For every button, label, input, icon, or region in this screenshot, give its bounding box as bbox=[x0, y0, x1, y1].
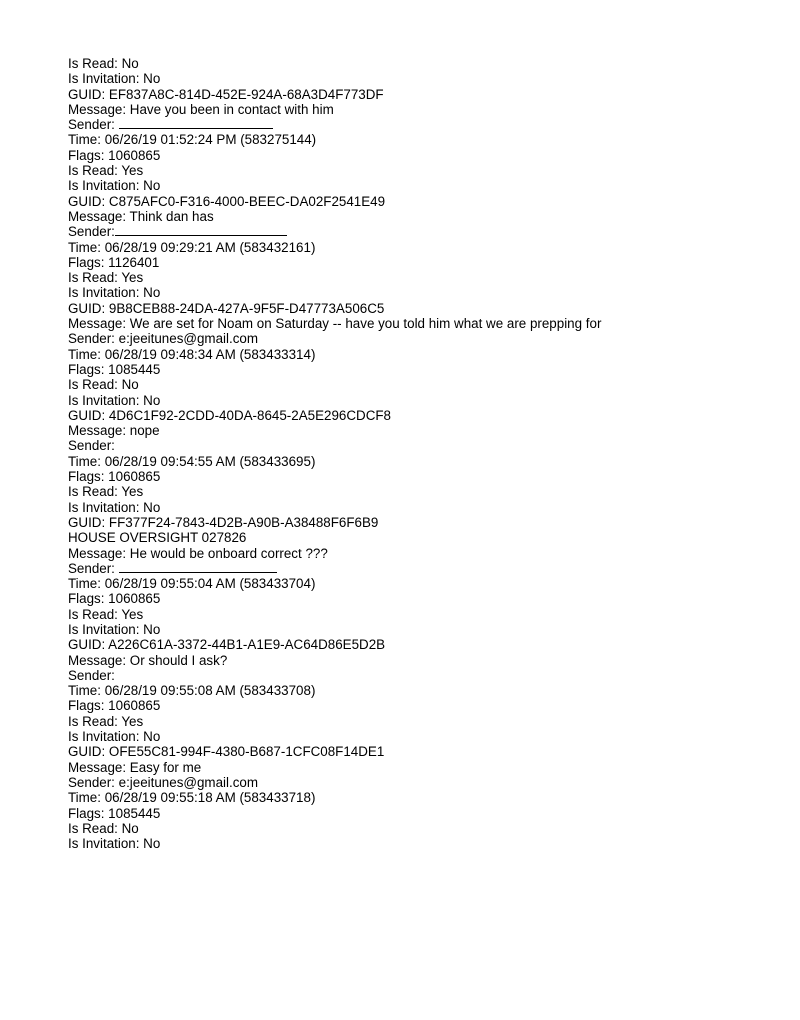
is-invitation-line: Is Invitation: No bbox=[68, 285, 161, 301]
time-line: Time: 06/28/19 09:55:04 AM (583433704) bbox=[68, 576, 316, 592]
flags-line: Flags: 1126401 bbox=[68, 254, 160, 270]
flags-line: Flags: 1060865 bbox=[68, 698, 161, 714]
guid-line: GUID: 9B8CEB88-24DA-427A-9F5F-D47773A506C5 bbox=[68, 300, 385, 316]
document-page bbox=[68, 56, 788, 851]
is-invitation-line: Is Invitation: No bbox=[68, 621, 161, 637]
is-invitation-line: Is Invitation: No bbox=[68, 392, 161, 408]
time-line: Time: 06/28/19 09:55:08 AM (583433708) bbox=[68, 683, 316, 699]
is-read-line: Is Read: Yes bbox=[68, 484, 144, 500]
sender-label: Sender: bbox=[68, 224, 115, 240]
message-line: Message: Easy for me bbox=[68, 759, 202, 775]
is-invitation-line: Is Invitation: No bbox=[68, 729, 161, 745]
time-line: Time: 06/28/19 09:29:21 AM (583432161) bbox=[68, 239, 316, 255]
guid-line: GUID: A226C61A-3372-44B1-A1E9-AC64D86E5D2B bbox=[68, 637, 386, 653]
sender-label: Sender: bbox=[68, 560, 115, 576]
sender-line bbox=[68, 117, 788, 132]
message-line: Message: nope bbox=[68, 423, 160, 439]
redaction-line bbox=[115, 224, 287, 236]
flags-line: Flags: 1085445 bbox=[68, 361, 161, 377]
is-invitation-line: Is Invitation: No bbox=[68, 836, 161, 852]
sender-line bbox=[68, 561, 788, 576]
is-read-line: Is Read: Yes bbox=[68, 270, 144, 286]
flags-line: Flags: 1060865 bbox=[68, 591, 161, 607]
is-read-line: Is Read: Yes bbox=[68, 606, 144, 622]
guid-line: GUID: FF377F24-7843-4D2B-A90B-A38488F6F6B9 bbox=[68, 514, 379, 530]
guid-line: GUID: EF837A8C-814D-452E-924A-68A3D4F773DF bbox=[68, 86, 384, 102]
sender-line: Sender: bbox=[68, 438, 115, 454]
message-line: Message: Have you been in contact with him bbox=[68, 101, 334, 117]
time-line: Time: 06/26/19 01:52:24 PM (583275144) bbox=[68, 132, 317, 148]
is-read-line: Is Read: Yes bbox=[68, 713, 144, 729]
guid-line: GUID: 4D6C1F92-2CDD-40DA-8645-2A5E296CDCF8 bbox=[68, 407, 391, 423]
is-invitation-line: Is Invitation: No bbox=[68, 71, 161, 87]
message-line: Message: Think dan has bbox=[68, 208, 214, 224]
is-read-line: Is Read: Yes bbox=[68, 163, 144, 179]
time-line: Time: 06/28/19 09:48:34 AM (583433314) bbox=[68, 346, 316, 362]
flags-line: Flags: 1060865 bbox=[68, 469, 161, 485]
redaction-line bbox=[119, 561, 277, 573]
sender-label: Sender: bbox=[68, 117, 115, 133]
is-read-line: Is Read: No bbox=[68, 377, 139, 393]
time-line: Time: 06/28/19 09:55:18 AM (583433718) bbox=[68, 790, 316, 806]
sender-line: Sender: e:jeeitunes@gmail.com bbox=[68, 774, 258, 790]
message-line: Message: We are set for Noam on Saturday -- have you told him what we are prepping for bbox=[68, 316, 602, 332]
sender-line: Sender: bbox=[68, 667, 115, 683]
time-line: Time: 06/28/19 09:54:55 AM (583433695) bbox=[68, 453, 316, 469]
message-line: Message: He would be onboard correct ??? bbox=[68, 545, 328, 561]
message-line: Message: Or should I ask? bbox=[68, 652, 228, 668]
redaction-line bbox=[119, 117, 273, 129]
flags-line: Flags: 1085445 bbox=[68, 805, 161, 821]
sender-line: Sender: e:jeeitunes@gmail.com bbox=[68, 331, 258, 347]
is-read-line: Is Read: No bbox=[68, 820, 139, 836]
sender-line bbox=[68, 224, 788, 239]
guid-line: GUID: OFE55C81-994F-4380-B687-1CFC08F14DE1 bbox=[68, 744, 385, 760]
guid-line: GUID: C875AFC0-F316-4000-BEEC-DA02F2541E49 bbox=[68, 193, 386, 209]
is-invitation-line: Is Invitation: No bbox=[68, 499, 161, 515]
bates-stamp: HOUSE OVERSIGHT 027826 bbox=[68, 530, 247, 546]
is-read-line: Is Read: No bbox=[68, 56, 139, 71]
is-invitation-line: Is Invitation: No bbox=[68, 178, 161, 194]
flags-line: Flags: 1060865 bbox=[68, 147, 161, 163]
